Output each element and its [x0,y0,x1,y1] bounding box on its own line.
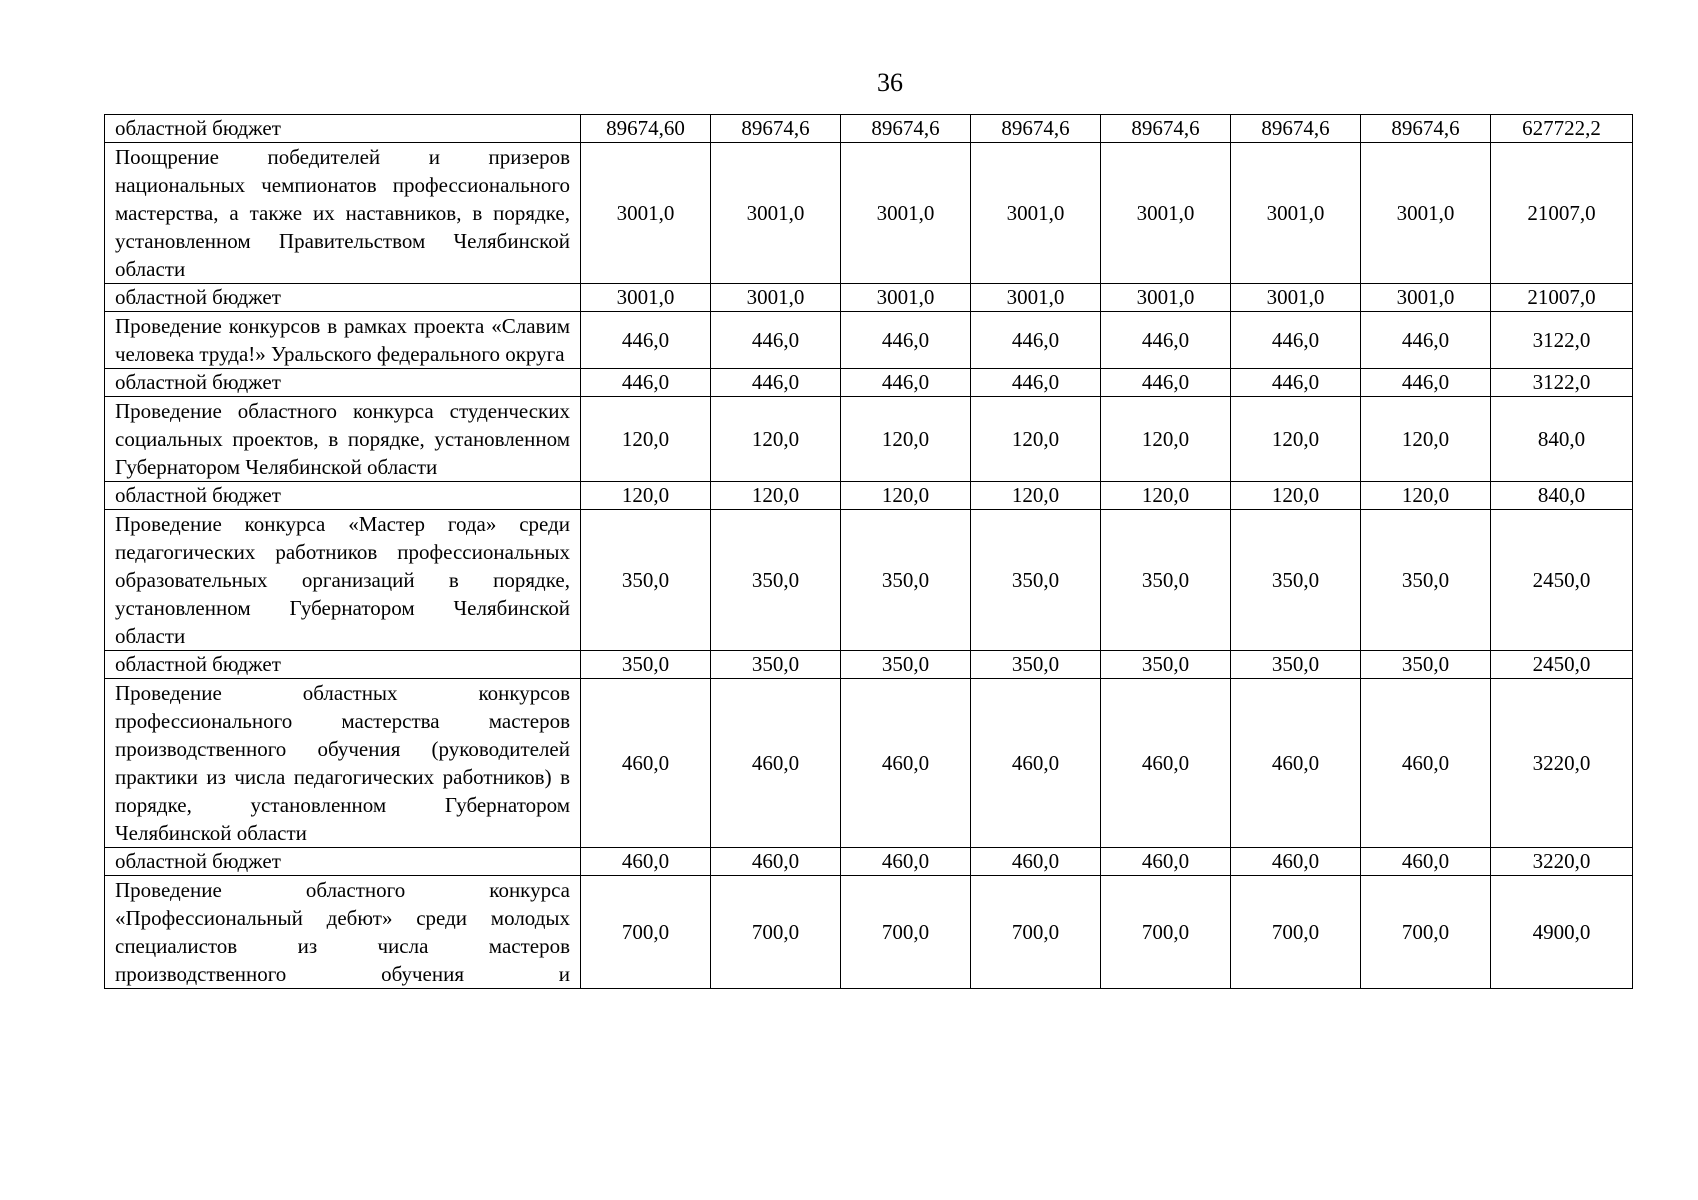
year-4-value: 460,0 [971,848,1101,876]
year-5-value: 460,0 [1101,848,1231,876]
year-4-value: 120,0 [971,482,1101,510]
year-4-value: 460,0 [971,679,1101,848]
year-7-value: 350,0 [1361,651,1491,679]
year-7-value: 120,0 [1361,397,1491,482]
year-3-value: 3001,0 [841,143,971,284]
year-7-value: 460,0 [1361,679,1491,848]
year-5-value: 700,0 [1101,876,1231,989]
year-2-value: 120,0 [711,397,841,482]
year-7-value: 446,0 [1361,312,1491,369]
total-value: 2450,0 [1491,510,1633,651]
year-1-value: 3001,0 [581,143,711,284]
year-2-value: 446,0 [711,312,841,369]
year-5-value: 3001,0 [1101,143,1231,284]
year-3-value: 120,0 [841,397,971,482]
year-6-value: 120,0 [1231,482,1361,510]
row-description: Проведение областного конкурса студенческих социальных проектов, в порядке, установленном Губернатором Челябинской области [105,397,581,482]
total-value: 3122,0 [1491,369,1633,397]
year-6-value: 3001,0 [1231,143,1361,284]
year-4-value: 446,0 [971,312,1101,369]
row-description: Проведение областных конкурсов профессионального мастерства мастеров производственного обучения (руководителей практики из числа педагогических работников) в порядке, установленном Губернатором Челябинской области [105,679,581,848]
table-row [105,115,1633,143]
year-3-value: 460,0 [841,848,971,876]
year-4-value: 350,0 [971,510,1101,651]
year-7-value: 700,0 [1361,876,1491,989]
year-3-value: 89674,6 [841,115,971,143]
year-5-value: 120,0 [1101,482,1231,510]
year-6-value: 3001,0 [1231,284,1361,312]
year-1-value: 460,0 [581,679,711,848]
total-value: 2450,0 [1491,651,1633,679]
year-3-value: 350,0 [841,510,971,651]
year-2-value: 350,0 [711,651,841,679]
page-number: 36 [877,68,903,97]
row-description: областной бюджет [105,284,581,312]
year-4-value: 446,0 [971,369,1101,397]
year-1-value: 460,0 [581,848,711,876]
year-1-value: 120,0 [581,482,711,510]
year-7-value: 350,0 [1361,510,1491,651]
row-description: областной бюджет [105,369,581,397]
year-5-value: 460,0 [1101,679,1231,848]
year-1-value: 350,0 [581,651,711,679]
row-description: Проведение конкурса «Мастер года» среди педагогических работников профессиональных образовательных организаций в порядке, установленном Губернатором Челябинской области [105,510,581,651]
year-4-value: 350,0 [971,651,1101,679]
row-description: областной бюджет [105,651,581,679]
table-row [105,876,1633,989]
total-value: 21007,0 [1491,284,1633,312]
year-7-value: 89674,6 [1361,115,1491,143]
year-2-value: 3001,0 [711,143,841,284]
year-5-value: 89674,6 [1101,115,1231,143]
year-4-value: 700,0 [971,876,1101,989]
table-row [105,312,1633,369]
table-row [105,848,1633,876]
year-1-value: 446,0 [581,369,711,397]
year-1-value: 350,0 [581,510,711,651]
year-1-value: 446,0 [581,312,711,369]
row-description: Проведение конкурсов в рамках проекта «Славим человека труда!» Уральского федерального округа [105,312,581,369]
year-4-value: 120,0 [971,397,1101,482]
budget-table [104,114,1633,989]
year-2-value: 120,0 [711,482,841,510]
year-4-value: 89674,6 [971,115,1101,143]
year-2-value: 700,0 [711,876,841,989]
year-3-value: 3001,0 [841,284,971,312]
year-2-value: 89674,6 [711,115,841,143]
total-value: 840,0 [1491,482,1633,510]
year-3-value: 700,0 [841,876,971,989]
year-4-value: 3001,0 [971,284,1101,312]
year-4-value: 3001,0 [971,143,1101,284]
year-7-value: 3001,0 [1361,284,1491,312]
year-6-value: 460,0 [1231,679,1361,848]
row-description: областной бюджет [105,115,581,143]
table-row [105,651,1633,679]
year-6-value: 700,0 [1231,876,1361,989]
year-6-value: 446,0 [1231,312,1361,369]
year-6-value: 120,0 [1231,397,1361,482]
year-5-value: 3001,0 [1101,284,1231,312]
year-6-value: 460,0 [1231,848,1361,876]
year-6-value: 446,0 [1231,369,1361,397]
year-3-value: 120,0 [841,482,971,510]
total-value: 840,0 [1491,397,1633,482]
year-3-value: 350,0 [841,651,971,679]
year-2-value: 350,0 [711,510,841,651]
year-3-value: 446,0 [841,369,971,397]
total-value: 3220,0 [1491,679,1633,848]
year-2-value: 460,0 [711,848,841,876]
year-2-value: 460,0 [711,679,841,848]
year-1-value: 89674,60 [581,115,711,143]
table-row [105,369,1633,397]
year-5-value: 350,0 [1101,510,1231,651]
year-3-value: 460,0 [841,679,971,848]
year-6-value: 350,0 [1231,510,1361,651]
year-1-value: 120,0 [581,397,711,482]
total-value: 627722,2 [1491,115,1633,143]
table-row [105,679,1633,848]
row-description: областной бюджет [105,848,581,876]
table-row [105,397,1633,482]
year-5-value: 446,0 [1101,312,1231,369]
table-row [105,510,1633,651]
year-7-value: 460,0 [1361,848,1491,876]
total-value: 4900,0 [1491,876,1633,989]
year-5-value: 120,0 [1101,397,1231,482]
table-row [105,482,1633,510]
year-7-value: 120,0 [1361,482,1491,510]
year-3-value: 446,0 [841,312,971,369]
year-5-value: 446,0 [1101,369,1231,397]
year-2-value: 446,0 [711,369,841,397]
row-description: Проведение областного конкурса «Профессиональный дебют» среди молодых специалистов из числа мастеров производственного обучения и [105,876,581,989]
row-description: Поощрение победителей и призеров национальных чемпионатов профессионального мастерства, а также их наставников, в порядке, установленном Правительством Челябинской области [105,143,581,284]
table-row [105,143,1633,284]
year-7-value: 446,0 [1361,369,1491,397]
year-1-value: 700,0 [581,876,711,989]
total-value: 21007,0 [1491,143,1633,284]
year-7-value: 3001,0 [1361,143,1491,284]
year-6-value: 89674,6 [1231,115,1361,143]
year-1-value: 3001,0 [581,284,711,312]
year-2-value: 3001,0 [711,284,841,312]
year-5-value: 350,0 [1101,651,1231,679]
year-6-value: 350,0 [1231,651,1361,679]
table-row [105,284,1633,312]
row-description: областной бюджет [105,482,581,510]
total-value: 3220,0 [1491,848,1633,876]
total-value: 3122,0 [1491,312,1633,369]
